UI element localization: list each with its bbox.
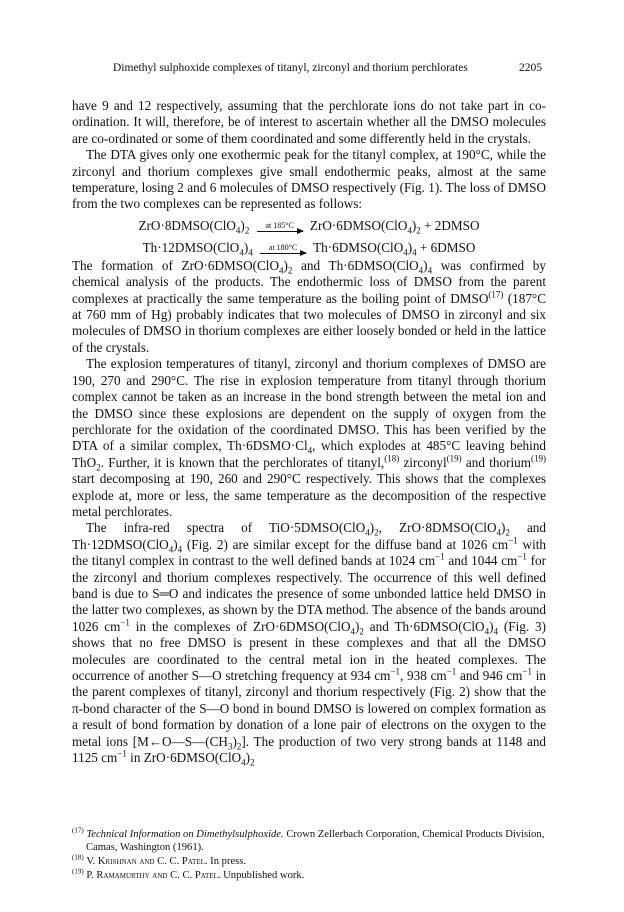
running-title: Dimethyl sulphoxide complexes of titanyl, zirconyl and thorium perchlorates bbox=[113, 62, 468, 74]
footnotes bbox=[72, 828, 546, 883]
reaction-arrow: at 180°C bbox=[260, 244, 306, 254]
page-number: 2205 bbox=[519, 62, 542, 74]
reaction-arrow: at 185°C bbox=[257, 222, 303, 232]
footnote-17: $^{(17)}$ Technical Information on Dimethylsulphoxide. Crown Zellerbach Corporation, Chemical Products Division, Camas, Washington (1961). bbox=[72, 826, 545, 853]
citation-19b[interactable]: (19) bbox=[530, 453, 546, 464]
paragraph-3: The formation of $ZrO\cdot 6DMSO(ClO_4)_2$ and $Th\cdot 6DMSO(ClO_4)_4$ was confirmed by chemical analysis of the products. The endothermic loss of DMSO from the parent complexes at practically the same temperature as the boiling point of DMSO$^{(17)}$ (187°C at 760 mm of Hg) probably indicates that two molecules of DMSO in zirconyl and six molecules of DMSO in thorium complexes are either loosely bonded or held in the lattice of the crystals. bbox=[72, 257, 546, 355]
citation-17[interactable]: (17) bbox=[488, 289, 504, 300]
paragraph-4: The explosion temperatures of titanyl, zirconyl and thorium complexes of DMSO are 190, 270 and 290°C. The rise in explosion temperature from titanyl through thorium complex cannot be taken as an increase in the bond strength between the metal ion and the DMSO since these explosions are dependent on the supply of oxygen from the perchlorate for the oxidation of the coordinated DMSO. This has been verified by the DTA of a similar complex, $Th\cdot 6DSMO\cdot Cl_4$, which explodes at 485°C leaving behind ThO$_2$. Further, it is known that the perchlorates of titanyl,$^{(18)}$ zirconyl$^{(19)}$ and thorium$^{(19)}$ start decomposing at 190, 260 and 290°C respectively. This shows that the complexes explode at, more or less, the same temperature as the decomposition of the respective metal perchlorates. bbox=[72, 356, 547, 519]
running-header bbox=[80, 62, 542, 78]
footnote-18: $^{(18)}$ V. Krishnan and C. C. Patel. In press. bbox=[72, 853, 247, 867]
footnote-19: $^{(19)}$ P. Ramamurthy and C. C. Patel. Unpublished work. bbox=[72, 867, 305, 881]
citation-19[interactable]: (19) bbox=[446, 453, 462, 464]
citation-18[interactable]: (18) bbox=[384, 453, 400, 464]
equation-thorium: $Th\cdot 12DMSO(ClO_4)_4$ at 180°C $Th\cdot 6DMSO(ClO_4)_4$ + 6DMSO bbox=[142, 239, 476, 258]
paragraph-2: The DTA gives only one exothermic peak for the titanyl complex, at 190°C, while the zirconyl and thorium complexes give small endothermic peaks, almost at the same temperature, losing 2 and 6 molecules of DMSO respectively (Fig. 1). The loss of DMSO from the two complexes can be represented as follows: bbox=[72, 147, 546, 212]
paragraph-5: The infra-red spectra of $TiO\cdot 5DMSO(ClO_4)_2$, $ZrO\cdot 8DMSO(ClO_4)_2$ and $Th\cdot 12DMSO(ClO_4)_4$ (Fig. 2) are similar except for the diffuse band at 1026 $cm^{-1}$ with the titanyl complex in contrast to the well defined bands at 1024 $cm^{-1}$ and 1044 $cm^{-1}$ for the zirconyl and thorium complexes respectively. The occurrence of this well defined band is due to S═O and indicates the presence of some unbonded lattice held DMSO in the latter two complexes, as shown by the DTA method. The absence of the bands around 1026 $cm^{-1}$ in the complexes of $ZrO\cdot 6DMSO(ClO_4)_2$ and $Th\cdot 6DMSO(ClO_4)_4$ (Fig. 3) shows that no free DMSO is present in these complexes and that all the DMSO molecules are coordinated to the central metal ion in the heated complexes. The occurrence of another S—O stretching frequency at 934 $cm^{-1}$, 938 $cm^{-1}$ and 946 $cm^{-1}$ in the parent complexes of titanyl, zirconyl and thorium respectively (Fig. 2) show that the π-bond character of the S—O bond in bound DMSO is lowered on complex formation as a result of bond formation by donation of a lone pair of electrons on the oxygen to the metal ions $[M\leftarrow O—S—(CH_3)_2]$. The production of two very strong bands at 1148 and 1125 $cm^{-1}$ in $ZrO\cdot 6DMSO(ClO_4)_2$ bbox=[72, 520, 547, 768]
equation-zirconyl: $ZrO\cdot 8DMSO(ClO_4)_2$ at 185°C $ZrO\cdot 6DMSO(ClO_4)_2$ + 2DMSO bbox=[138, 217, 480, 236]
paragraph-1: have 9 and 12 respectively, assuming that the perchlorate ions do not take part in co-ordination. It will, therefore, be of interest to ascertain whether all the DMSO molecules are co-ordinated or some of them coordinated and some differently held in the crystals. bbox=[72, 98, 546, 146]
article-body bbox=[72, 98, 546, 766]
